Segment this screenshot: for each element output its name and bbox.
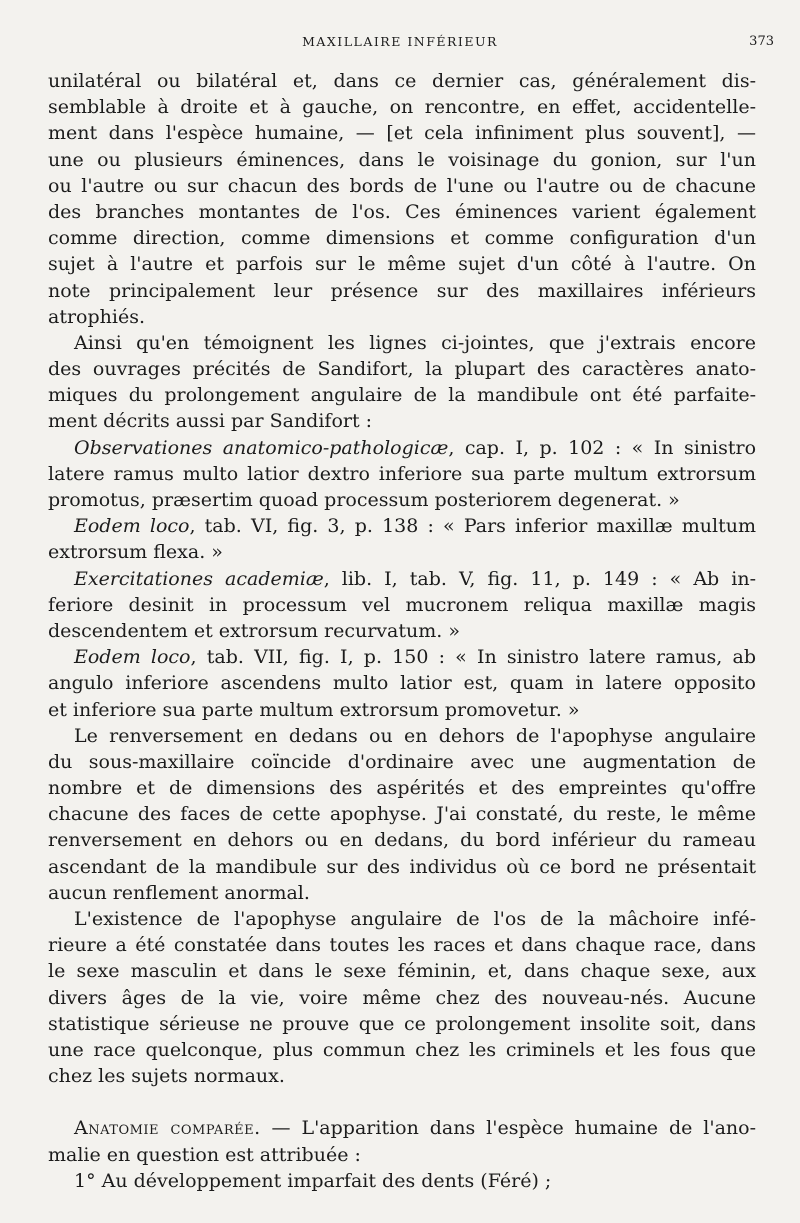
text-line: latere ramus multo latior dextro inferiore sua parte multum extrorsum xyxy=(48,462,756,485)
text-line: semblable à droite et à gauche, on rencontre, en effet, accidentelle- xyxy=(48,96,756,119)
text-line: Ainsi qu'en témoignent les lignes ci-jointes, que j'extrais encore xyxy=(74,331,756,354)
paragraph xyxy=(48,330,756,435)
paragraph xyxy=(48,1115,756,1167)
text-line: et inferiore sua parte multum extrorsum promovetur. » xyxy=(48,698,580,721)
section-heading-text: — L'apparition dans l'espèce humaine de l'ano- xyxy=(260,1117,756,1140)
text-line: unilatéral ou bilatéral et, dans ce dernier cas, généralement dis- xyxy=(48,70,756,92)
citation-title: Eodem loco xyxy=(74,646,191,669)
citation-text: , cap. I, p. 102 : « In sinistro xyxy=(448,436,757,459)
text-line: feriore desinit in processum vel mucronem reliqua maxillæ magis xyxy=(48,593,756,616)
citation-text: , lib. I, tab. V, fig. 11, p. 149 : « Ab in- xyxy=(323,567,756,590)
text-line xyxy=(48,566,756,592)
text-line: ment décrits aussi par Sandifort : xyxy=(48,410,373,433)
text-line: statistique sérieuse ne prouve que ce prolongement insolite soit, dans xyxy=(48,1012,756,1035)
text-line: des branches montantes de l'os. Ces éminences varient également xyxy=(48,200,756,223)
paragraph xyxy=(48,68,756,330)
text-line: le sexe masculin et dans le sexe féminin, et, dans chaque sexe, aux xyxy=(48,960,756,983)
text-line: nombre et de dimensions des aspérités et des empreintes qu'offre xyxy=(48,777,756,800)
citation-text: , tab. VII, fig. I, p. 150 : « In sinistro latere ramus, ab xyxy=(190,646,757,669)
text-line: une race quelconque, plus commun chez les criminels et les fous que xyxy=(48,1038,756,1061)
text-line: aucun renflement anormal. xyxy=(48,881,310,904)
page-number: 373 xyxy=(749,34,774,49)
text-line xyxy=(48,435,756,461)
text-line: miques du prolongement angulaire de la mandibule ont été parfaite- xyxy=(48,384,756,407)
quotation xyxy=(48,513,756,565)
citation-text: , tab. VI, fig. 3, p. 138 : « Pars inferior maxillæ multum xyxy=(189,515,756,538)
list-item xyxy=(48,1168,756,1194)
text-line: chacune des faces de cette apophyse. J'ai constaté, du reste, le même xyxy=(48,803,756,826)
text-line: rieure a été constatée dans toutes les races et dans chaque race, dans xyxy=(48,934,756,957)
citation-title: Exercitationes academiæ xyxy=(74,567,324,590)
text-line: des ouvrages précités de Sandifort, la plupart des caractères anato- xyxy=(48,358,756,381)
citation-title: Observationes anatomico-pathologicæ xyxy=(74,436,449,459)
quotation xyxy=(48,644,756,723)
text-line: extrorsum flexa. » xyxy=(48,541,223,564)
section-heading: Anatomie comparée. xyxy=(74,1117,261,1140)
text-line: renversement en dehors ou en dedans, du bord inférieur du rameau xyxy=(48,829,756,852)
text-line: atrophiés. xyxy=(48,305,145,328)
text-line: malie en question est attribuée : xyxy=(48,1143,361,1166)
text-line: du sous-maxillaire coïncide d'ordinaire avec une augmentation de xyxy=(48,750,756,773)
text-line: ascendant de la mandibule sur des individus où ce bord ne présentait xyxy=(48,855,756,878)
text-line: angulo inferiore ascendens multo latior est, quam in latere opposito xyxy=(48,672,756,695)
text-line: L'existence de l'apophyse angulaire de l'os de la mâchoire infé- xyxy=(74,908,756,930)
text-line: promotus, præsertim quoad processum posteriorem degenerat. » xyxy=(48,489,680,511)
section-gap xyxy=(48,1089,756,1115)
text-line xyxy=(48,1115,756,1141)
paragraph xyxy=(48,906,756,1089)
text-line: comme direction, comme dimensions et comme configuration d'un xyxy=(48,227,756,250)
text-line: note principalement leur présence sur des maxillaires inférieurs xyxy=(48,279,756,302)
paragraph xyxy=(48,723,756,906)
text-line xyxy=(48,513,756,539)
text-line: ou l'autre ou sur chacun des bords de l'une ou l'autre ou de chacune xyxy=(48,174,756,197)
quotation xyxy=(48,566,756,645)
body-text xyxy=(48,68,756,1194)
text-line: divers âges de la vie, voire même chez des nouveau-nés. Aucune xyxy=(48,986,756,1009)
text-line xyxy=(48,644,756,670)
text-line: descendentem et extrorsum recurvatum. » xyxy=(48,619,460,642)
text-line: chez les sujets normaux. xyxy=(48,1065,285,1088)
running-header xyxy=(0,34,800,54)
text-line: ment dans l'espèce humaine, — [et cela infiniment plus souvent], — xyxy=(48,122,756,145)
text-line: 1° Au développement imparfait des dents (Féré) ; xyxy=(74,1169,552,1192)
text-line: Le renversement en dedans ou en dehors de l'apophyse angulaire xyxy=(74,724,756,747)
text-line: une ou plusieurs éminences, dans le voisinage du gonion, sur l'un xyxy=(48,148,756,171)
running-title: MAXILLAIRE INFÉRIEUR xyxy=(302,34,498,49)
quotation xyxy=(48,435,756,514)
citation-title: Eodem loco xyxy=(74,515,190,538)
text-line: sujet à l'autre et parfois sur le même sujet d'un côté à l'autre. On xyxy=(48,253,756,276)
